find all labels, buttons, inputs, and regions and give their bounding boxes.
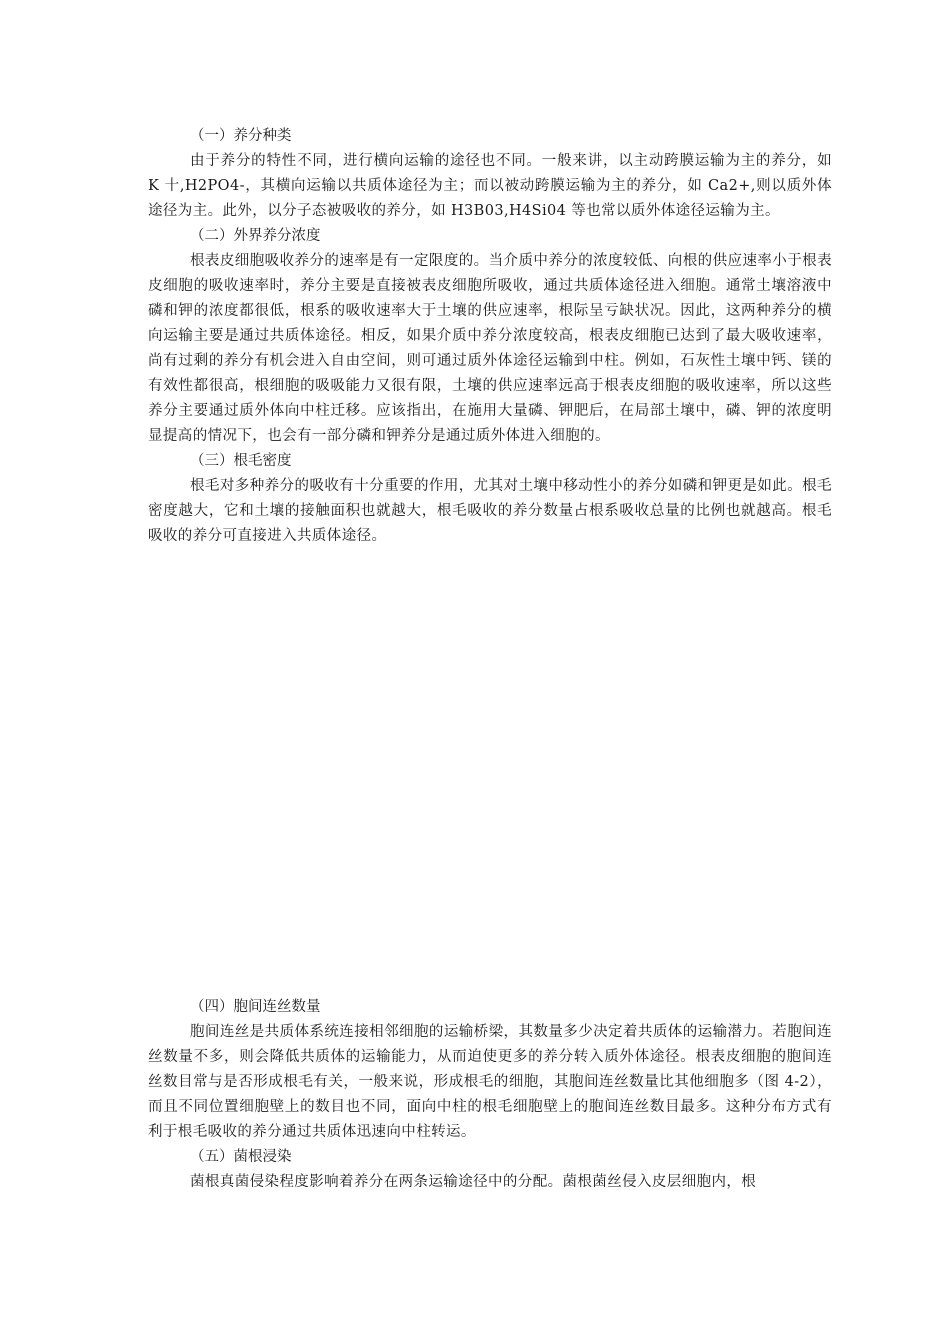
section-heading-external-concentration: （二）外界养分浓度 bbox=[190, 228, 321, 244]
text-block-lower bbox=[148, 995, 832, 1195]
section-heading-nutrient-type: （一）养分种类 bbox=[190, 128, 292, 144]
text-block-upper bbox=[148, 124, 832, 549]
section-heading-root-hair-density: （三）根毛密度 bbox=[190, 453, 292, 469]
paragraph-root-hair-density: 根毛对多种养分的吸收有十分重要的作用，尤其对土壤中移动性小的养分如磷和钾更是如此。根毛密度越大，它和土壤的接触面积也就越大，根毛吸收的养分数量占根系吸收总量的比例也就越高。根毛吸收的养分可直接进入共质体途径。 bbox=[148, 478, 832, 544]
paragraph-mycorrhiza: 菌根真菌侵染程度影响着养分在两条运输途径中的分配。菌根菌丝侵入皮层细胞内，根 bbox=[190, 1174, 757, 1190]
paragraph-nutrient-type: 由于养分的特性不同，进行横向运输的途径也不同。一般来讲，以主动跨膜运输为主的养分，如 K 十,H2PO4-，其横向运输以共质体途径为主；而以被动跨膜运输为主的养分，如 Ca2+,则以质外体途径为主。此外，以分子态被吸收的养分，如 H3B03,H4Si04 等也常以质外体途径运输为主。 bbox=[148, 153, 832, 219]
paragraph-plasmodesmata: 胞间连丝是共质体系统连接相邻细胞的运输桥梁，其数量多少决定着共质体的运输潜力。若胞间连丝数量不多，则会降低共质体的运输能力，从而迫使更多的养分转入质外体途径。根表皮细胞的胞间连丝数目常与是否形成根毛有关，一般来说，形成根毛的细胞，其胞间连丝数量比其他细胞多（图 4-2），而且不同位置细胞壁上的数目也不同，面向中柱的根毛细胞壁上的胞间连丝数目最多。这种分布方式有利于根毛吸收的养分通过共质体迅速向中柱转运。 bbox=[148, 1024, 832, 1140]
section-heading-plasmodesmata: （四）胞间连丝数量 bbox=[190, 999, 321, 1015]
section-heading-mycorrhiza: （五）菌根浸染 bbox=[190, 1149, 292, 1165]
paragraph-external-concentration: 根表皮细胞吸收养分的速率是有一定限度的。当介质中养分的浓度较低、向根的供应速率小于根表皮细胞的吸收速率时，养分主要是直接被表皮细胞所吸收，通过共质体途径进入细胞。通常土壤溶液中磷和钾的浓度都很低，根系的吸收速率大于土壤的供应速率，根际呈亏缺状况。因此，这两种养分的横向运输主要是通过共质体途径。相反，如果介质中养分浓度较高，根表皮细胞已达到了最大吸收速率，尚有过剩的养分有机会进入自由空间，则可通过质外体途径运输到中柱。例如，石灰性土壤中钙、镁的有效性都很高，根细胞的吸吸能力又很有限，土壤的供应速率远高于根表皮细胞的吸收速率，所以这些养分主要通过质外体向中柱迁移。应该指出，在施用大量磷、钾肥后，在局部土壤中，磷、钾的浓度明显提高的情况下，也会有一部分磷和钾养分是通过质外体进入细胞的。 bbox=[148, 253, 832, 444]
